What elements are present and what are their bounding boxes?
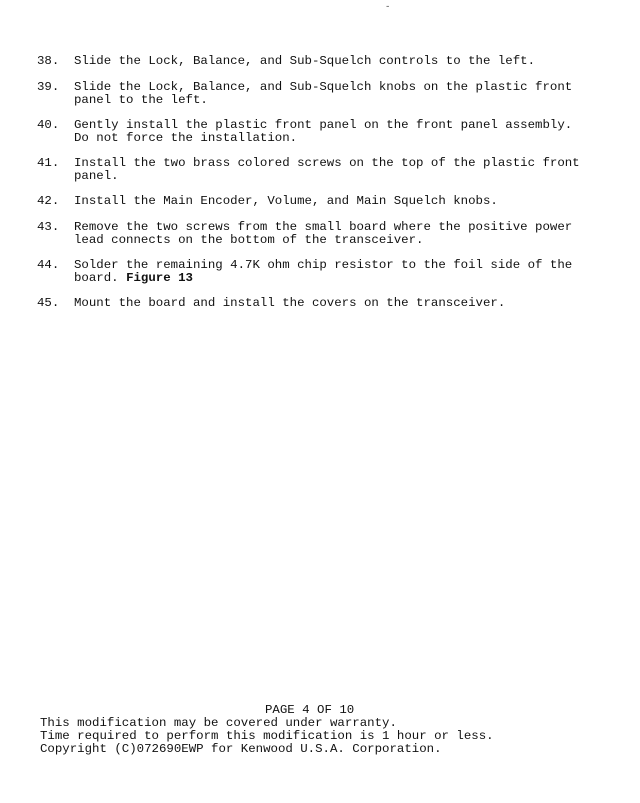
page-number: PAGE 4 OF 10 [265,703,355,717]
step-number: 40. [37,118,60,132]
step-line: Gently install the plastic front panel on the front panel assembly. [74,118,573,132]
warranty-notice: This modification may be covered under warranty. [40,716,397,730]
step-line: panel. [74,169,119,183]
step-line: Do not force the installation. [74,131,298,145]
top-mark: - [385,2,391,12]
time-required: Time required to perform this modification is 1 hour or less. [40,729,494,743]
step-text [74,157,594,183]
step-line: lead connects on the bottom of the transceiver. [74,233,424,247]
step-line: panel to the left. [74,93,208,107]
step-number: 43. [37,220,60,234]
step-text [74,259,594,285]
step-text [74,119,594,145]
step-line: Mount the board and install the covers on the transceiver. [74,296,506,310]
step-number: 44. [37,258,60,272]
step-line: Solder the remaining 4.7K ohm chip resistor to the foil side of the [74,258,573,272]
step-line-with-figure [74,272,594,285]
step-line: Slide the Lock, Balance, and Sub-Squelch controls to the left. [74,54,536,68]
step-text [74,81,594,107]
step-line-text: board. [74,271,127,285]
figure-reference: Figure 13 [126,271,193,285]
step-line: Remove the two screws from the small board where the positive power [74,220,573,234]
step-number: 41. [37,156,60,170]
step-text [74,297,594,310]
step-line: Install the two brass colored screws on the top of the plastic front [74,156,580,170]
step-number: 42. [37,194,60,208]
step-text [74,195,594,208]
step-number: 38. [37,54,60,68]
step-line: Slide the Lock, Balance, and Sub-Squelch knobs on the plastic front [74,80,573,94]
copyright-notice: Copyright (C)072690EWP for Kenwood U.S.A. Corporation. [40,742,442,756]
step-number: 45. [37,296,60,310]
step-line: Install the Main Encoder, Volume, and Main Squelch knobs. [74,194,498,208]
step-number: 39. [37,80,60,94]
page-footer [40,704,620,756]
step-text [74,221,594,247]
step-text [74,55,594,68]
